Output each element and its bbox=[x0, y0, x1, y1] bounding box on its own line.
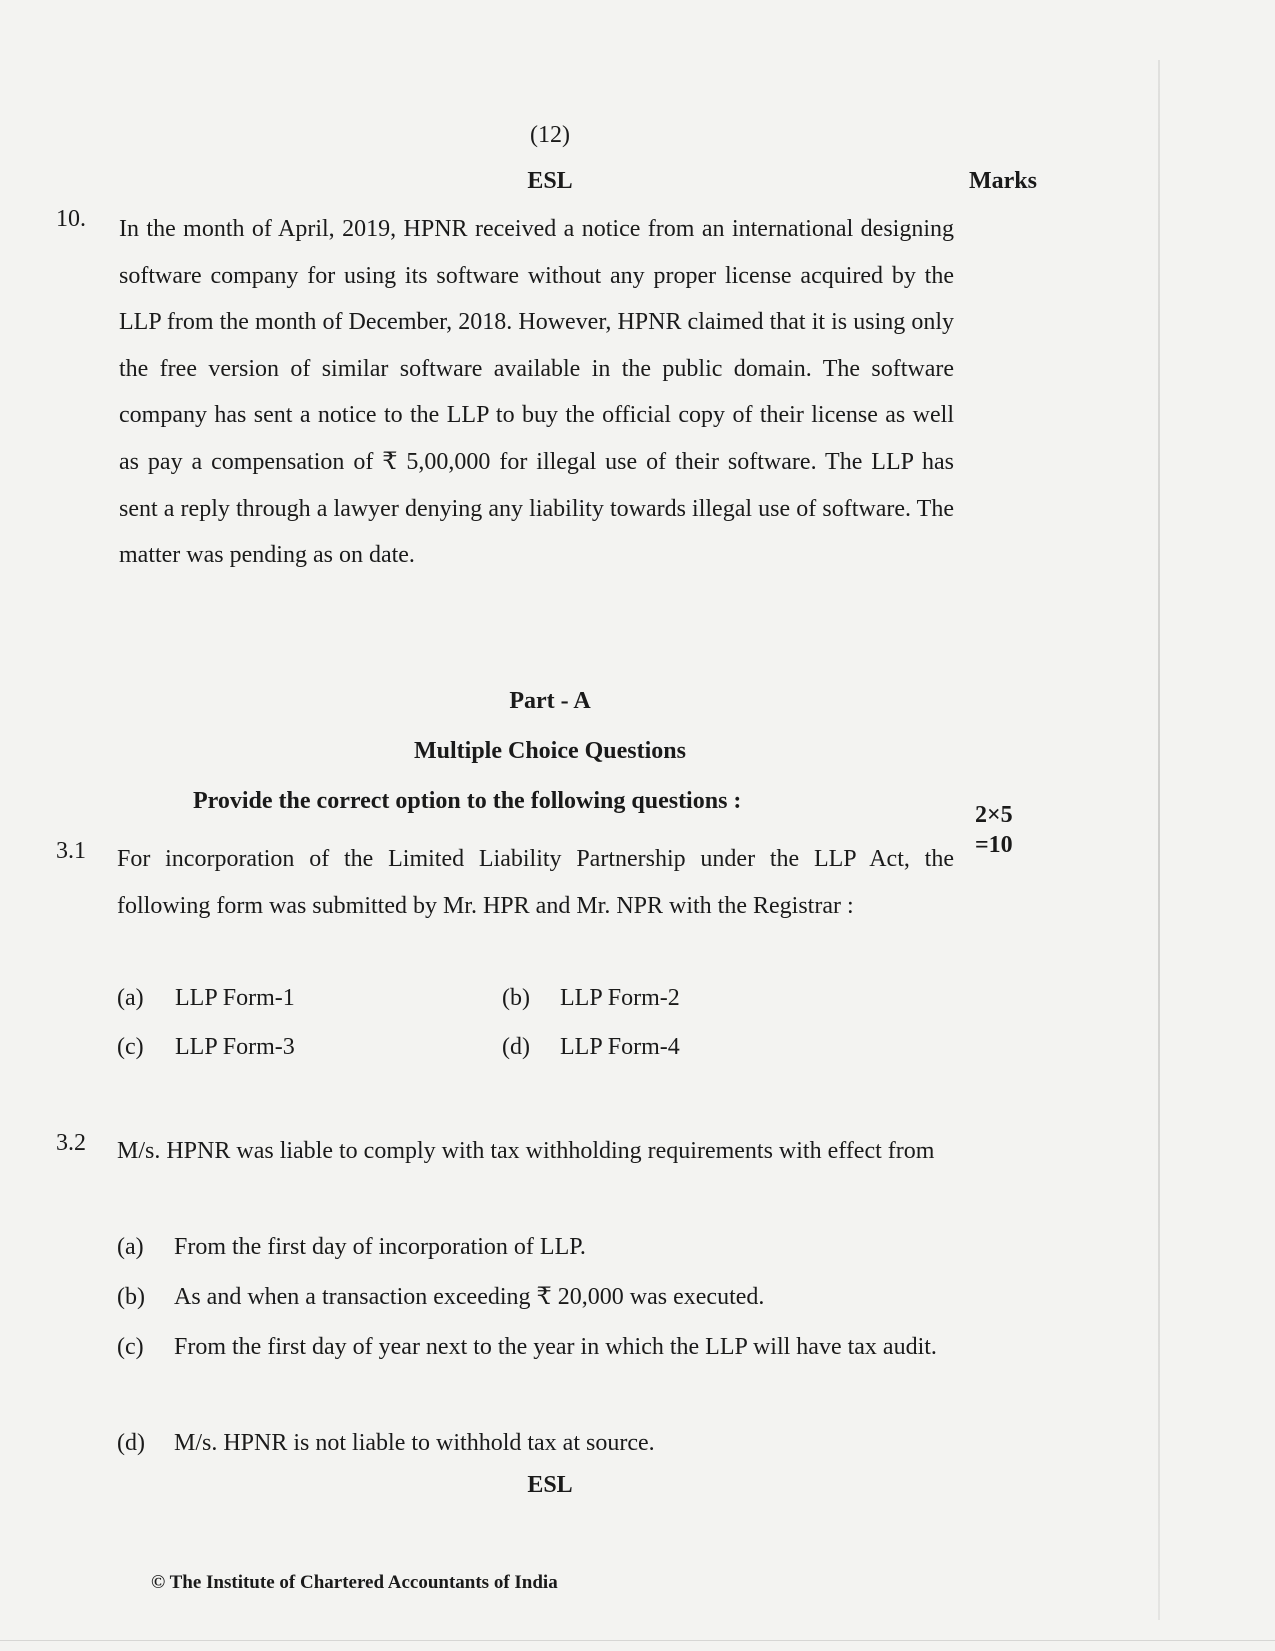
question-10-number: 10. bbox=[56, 206, 86, 232]
question-3-1-option-c bbox=[117, 1032, 295, 1062]
part-a-heading: Part - A bbox=[509, 688, 591, 714]
page-number: (12) bbox=[530, 122, 570, 148]
option-letter: (b) bbox=[502, 985, 530, 1011]
question-3-1-number: 3.1 bbox=[56, 838, 86, 864]
option-letter: (a) bbox=[117, 1234, 144, 1260]
option-text: LLP Form-3 bbox=[175, 1034, 295, 1060]
option-text: From the first day of incorporation of LLP. bbox=[174, 1234, 586, 1260]
question-3-1-text: For incorporation of the Limited Liability Partnership under the LLP Act, the following form was submitted by Mr. HPR and Mr. NPR with the Registrar : bbox=[117, 846, 954, 919]
question-3-2-option-a bbox=[117, 1224, 957, 1270]
marks-allocation-line-2: =10 bbox=[975, 832, 1013, 858]
mcq-instruction: Provide the correct option to the following questions : bbox=[193, 788, 742, 814]
mcq-heading: Multiple Choice Questions bbox=[413, 738, 686, 764]
question-3-1-option-d bbox=[502, 1032, 680, 1062]
marks-column-heading: Marks bbox=[969, 168, 1037, 194]
option-letter: (b) bbox=[117, 1284, 145, 1310]
question-3-2-text: M/s. HPNR was liable to comply with tax withholding requirements with effect from bbox=[117, 1138, 935, 1164]
subject-code-header: ESL bbox=[527, 168, 573, 194]
question-3-1-option-b bbox=[502, 983, 680, 1013]
option-text: LLP Form-4 bbox=[560, 1034, 680, 1060]
question-3-1-option-a bbox=[117, 983, 295, 1013]
option-letter: (c) bbox=[117, 1334, 144, 1360]
marks-allocation-line-1: 2×5 bbox=[975, 802, 1013, 828]
page-spine-shadow bbox=[1158, 60, 1160, 1620]
option-text: From the first day of year next to the year in which the LLP will have tax audit. bbox=[174, 1334, 937, 1360]
option-text: As and when a transaction exceeding ₹ 20,000 was executed. bbox=[174, 1284, 765, 1310]
subject-code-footer: ESL bbox=[527, 1472, 573, 1498]
option-letter: (a) bbox=[117, 985, 144, 1011]
page-bottom-edge bbox=[0, 1640, 1275, 1641]
option-text: LLP Form-1 bbox=[175, 985, 295, 1011]
option-text: M/s. HPNR is not liable to withhold tax at source. bbox=[174, 1430, 655, 1456]
question-3-2-option-b bbox=[117, 1274, 957, 1320]
marks-allocation bbox=[975, 800, 1013, 860]
question-3-2-option-d bbox=[117, 1420, 957, 1466]
option-letter: (d) bbox=[117, 1430, 145, 1456]
question-10-text: In the month of April, 2019, HPNR received a notice from an international designing software company for using its software without any proper license acquired by the LLP from the month of December, 2018. However, HPNR claimed that it is using only the free version of similar software available in the public domain. The software company has sent a notice to the LLP to buy the official copy of their license as well as pay a compensation of ₹ 5,00,000 for illegal use of their software. The LLP has sent a reply through a lawyer denying any liability towards illegal use of software. The matter was pending as on date. bbox=[119, 216, 954, 569]
copyright-notice: © The Institute of Chartered Accountants of India bbox=[151, 1572, 558, 1593]
option-letter: (c) bbox=[117, 1034, 144, 1060]
option-text: LLP Form-2 bbox=[560, 985, 680, 1011]
question-3-2-option-c bbox=[117, 1324, 957, 1370]
question-3-2-number: 3.2 bbox=[56, 1130, 86, 1156]
option-letter: (d) bbox=[502, 1034, 530, 1060]
